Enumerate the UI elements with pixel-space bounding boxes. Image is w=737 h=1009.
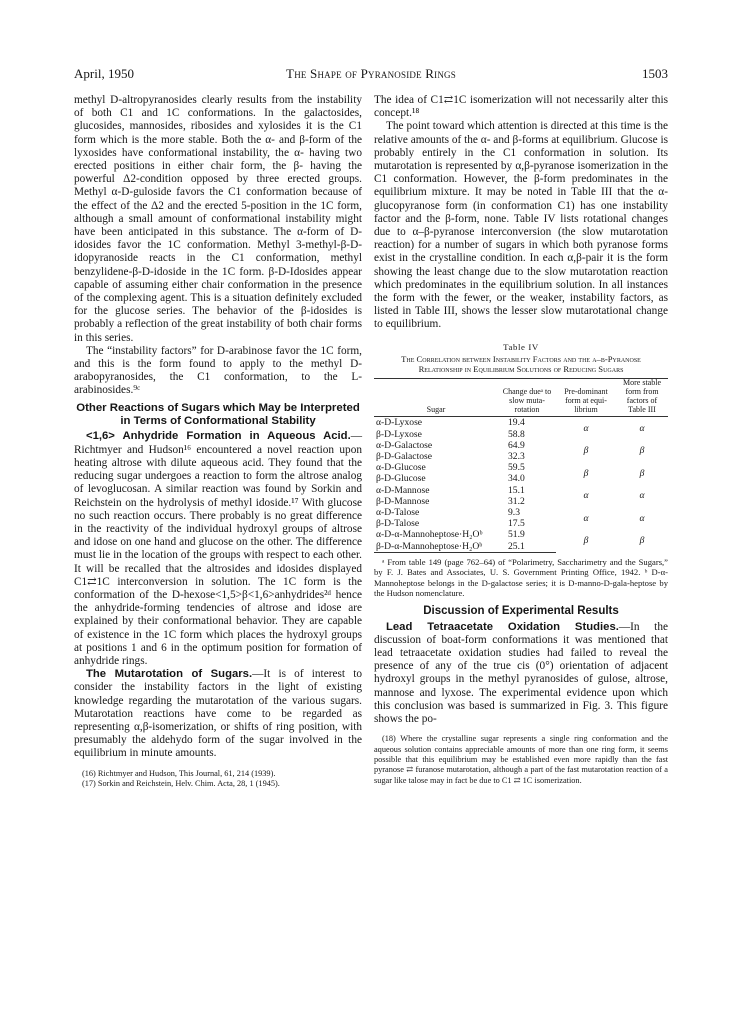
predominant-form-cell: α: [583, 512, 589, 524]
section-heading-other-reactions: Other Reactions of Sugars which May be Interpreted in Terms of Conformational Stability: [76, 401, 360, 428]
sugar-cell: α-D-α-Mannoheptose·H₂Oᵇ: [376, 529, 483, 541]
change-cell: 31.2: [508, 495, 525, 507]
sugar-cell: α-D-Talose: [376, 507, 420, 519]
change-cell: 15.1: [508, 484, 525, 496]
sugar-cell: α-D-Glucose: [376, 462, 426, 474]
change-cell: 58.8: [508, 428, 525, 440]
more-stable-form-cell: α: [639, 512, 645, 524]
predominant-form-cell: β: [583, 445, 589, 457]
change-cell: 25.1: [498, 541, 556, 553]
header-date: April, 1950: [74, 66, 134, 81]
footnote-16: (16) Richtmyer and Hudson, This Journal, 61, 214 (1939).: [82, 768, 276, 778]
header-title: The Shape of Pyranoside Rings: [286, 66, 456, 81]
change-cell: 59.5: [508, 462, 525, 474]
col-header-sugar: Sugar: [374, 379, 498, 417]
left-column: [74, 94, 362, 789]
running-header: [74, 66, 668, 82]
change-cell: 17.5: [508, 518, 525, 530]
left-footnotes: [74, 769, 362, 790]
footnote-18: (18) Where the crystalline sugar represents a single ring conformation and the aqueous solution contains appreciable amounts of more than one ring form, it seems possible that this equilibrium may be established even more rapidly than the fast pyranose ⇄ furanose mutarotation, although a part of the fast mutarotation reaction of a sugar like talose may in fact be due to C1 ⇄ 1C isomerization.: [374, 734, 668, 785]
table-title: Table IV: [503, 341, 539, 352]
table-caption: The Correlation between Instability Factors and the α–β-Pyranose Relationship in Equilibrium Solutions of Reducing Sugars: [401, 353, 641, 375]
table-iv: [374, 378, 668, 553]
runin-mutarotation: The Mutarotation of Sugars.: [86, 668, 253, 681]
change-cell: 32.3: [508, 451, 525, 463]
anhydride-text: —Richtmyer and Hudson¹⁶ encountered a novel reaction upon heating altrose with dilute aqueous acid. They found that the reducing sugar undergoes a reaction to form the altrose analog of levoglucosan. A similar reaction was found by Sorkin and Reichstein on the hydrolysis of methyl idoside.¹⁷ With glucose no such reaction occurs. There probably is no great difference in the reactivity of the individual hydroxyl groups of altrose and idose on one hand and glucose on the other. The difference must lie in the location of the groups with respect to each other. It will be recalled that the altrosides and idosides displayed C1⇄1C interconversion in solution. The 1C form is the conformation of the D-hexose<1,5>β<1,6>anhydrides²ᵈ hence the anhydride-forming tendencies of altrose and idose are explained by their conformational behavior. They are capable of existence in the 1C form which places the hydroxyl groups at positions 1 and 6 in the optimum position for formation of anhydride rings.: [74, 430, 362, 667]
sugar-cell: β-D-Talose: [376, 518, 420, 530]
section-heading-discussion: Discussion of Experimental Results: [423, 604, 619, 617]
footnote-17: (17) Sorkin and Reichstein, Helv. Chim. Acta, 28, 1 (1945).: [82, 778, 280, 788]
more-stable-form-cell: β: [639, 535, 645, 547]
predominant-form-cell: α: [583, 490, 589, 502]
sugar-cell: β-D-Mannose: [376, 495, 430, 507]
change-cell: 51.9: [508, 529, 525, 541]
table-row: [374, 417, 668, 429]
predominant-form-cell: β: [583, 467, 589, 479]
sugar-cell: α-D-Lyxose: [376, 417, 423, 429]
change-cell: 64.9: [508, 439, 525, 451]
paragraph-glycoside-conformations: methyl D-altropyranosides clearly results from the instability of both C1 and 1C conformations. In the galactosides, glucosides, mannosides, ribosides and xylosides it is the C1 form which is the more stable. Both the α- and β-form of the lyxosides have conformational instability, the α- having two erected positions in either chair form, the β- having the powerful Δ2-condition opposed by three erected groups. Methyl α-D-guloside favors the C1 conformation because of the effect of the Δ2 and the erected 5-position in the 1C form, although a small amount of conformational instability might have been anticipated in this substance. The α-form of D-idosides favor the 1C conformation. Methyl 3-methyl-β-D-idopyranoside reacts in the C1 conformation, methyl benzylidene-β-D-idoside in the 1C form. β-D-Idosides appear capable of assuming either chair conformation in the presence of the complexing agent. This is a situation definitely excluded for the glucose series. The behavior of the β-idosides is probably a reflection of the great instability of both chair forms in this series.: [74, 94, 362, 344]
col-header-predominant: Pre-dominant form at equi-librium: [556, 379, 616, 417]
change-cell: 34.0: [508, 473, 525, 485]
table-footnotes: [374, 557, 668, 599]
col-header-more-stable: More stable form from factors of Table III: [616, 379, 668, 417]
change-cell: 19.4: [508, 417, 525, 429]
sugar-cell: β-D-Lyxose: [376, 428, 422, 440]
more-stable-form-cell: β: [639, 445, 645, 457]
sugar-cell: β-D-Glucose: [376, 473, 426, 485]
predominant-form-cell: α: [583, 423, 589, 435]
table-row: [374, 507, 668, 518]
table-row: [374, 462, 668, 473]
right-column: [374, 94, 668, 786]
paragraph-mutarotation: [74, 668, 362, 760]
right-footnotes: [374, 734, 668, 786]
paragraph-equilibrium: The point toward which attention is directed at this time is the relative amounts of the α- and β-forms at equilibrium. Glucose is probably entirely in the C1 conformation in solution. Its mutarotation is represented by α,β-pyranose isomerization in the C1 conformation. However, the β-form predominates in the equilibrium mixture. It may be noted in Table III that the α-glucopyranose form (in conformation C1) has one instability factor and the β-form, none. Table IV lists rotational changes due to α–β-pyranose interconversion (the slow mutarotation reaction) for a number of sugars in which both pyranose forms exist in the crystalline condition. In each α,β-pair it is the form showing the least change due to the slow mutarotation reaction which predominates in the equilibrium solution. In all instances the form with the fewer, or the weaker, instability factors, as listed in Table III, shows the lesser slow mutarotational change to equilibrium.: [374, 120, 668, 331]
sugar-cell: α-D-Galactose: [376, 439, 433, 451]
runin-anhydride: <1,6> Anhydride Formation in Aqueous Acid.: [86, 430, 351, 443]
page-number: 1503: [642, 66, 668, 81]
table-row: [374, 485, 668, 496]
change-cell: 9.3: [508, 507, 520, 519]
table-body: [374, 417, 668, 552]
paragraph-arabinose: The “instability factors” for D-arabinose favor the 1C form, and this is the form found to apply to the methyl D-arabopyranosides, the C1 conformation, to the L-arabinosides.⁹ᶜ: [74, 344, 362, 397]
lead-tetraacetate-text: —In the discussion of boat-form conformations it was mentioned that lead tetraacetate oxidation studies had failed to reveal the presence of any of the true cis (0°) orientation of adjacent hydroxyl groups in the methyl pyranosides of gulose, altrose, mannose and lyxose. The experimental evidence upon which this conclusion was based is summarized in Fig. 3. This figure shows the po-: [374, 620, 668, 725]
more-stable-form-cell: β: [639, 467, 645, 479]
table-footnote: ᵃ From table 149 (page 762–64) of “Polarimetry, Saccharimetry and the Sugars,” by F. J. Bates and Associates, U. S. Government Printing Office, 1942. ᵇ D-α-Mannoheptose belongs in the D-galactose series; it is D-manno-D-gala-heptose by the Hudson nomenclature.: [374, 556, 668, 599]
paragraph-anhydride-formation: [74, 430, 362, 668]
predominant-form-cell: β: [583, 535, 589, 547]
runin-lead-tetraacetate: Lead Tetraacetate Oxidation Studies.: [386, 620, 619, 633]
more-stable-form-cell: α: [639, 490, 645, 502]
mutarotation-text: —It is of interest to consider the instability factors in the light of existing knowledge regarding the mutarotation of the various sugars. Mutarotation reactions have come to be regarded as representing α,β-isomerization, or shifts of ring position, with presumably the aldehydo form of the sugar involved in the equilibrium in minute amounts.: [74, 668, 362, 760]
table-row: [374, 440, 668, 451]
paragraph-isomerization-idea: The idea of C1⇄1C isomerization will not necessarily alter this concept.¹⁸: [374, 94, 668, 120]
col-header-change: Change dueᵃ to slow muta-rotation: [498, 379, 556, 417]
sugar-cell: β-D-α-Mannoheptose·H₂Oᵇ: [374, 541, 498, 553]
more-stable-form-cell: α: [639, 423, 645, 435]
table-row: [374, 529, 668, 540]
sugar-cell: β-D-Galactose: [376, 451, 433, 463]
sugar-cell: α-D-Mannose: [376, 484, 430, 496]
paragraph-lead-tetraacetate: [374, 621, 668, 727]
